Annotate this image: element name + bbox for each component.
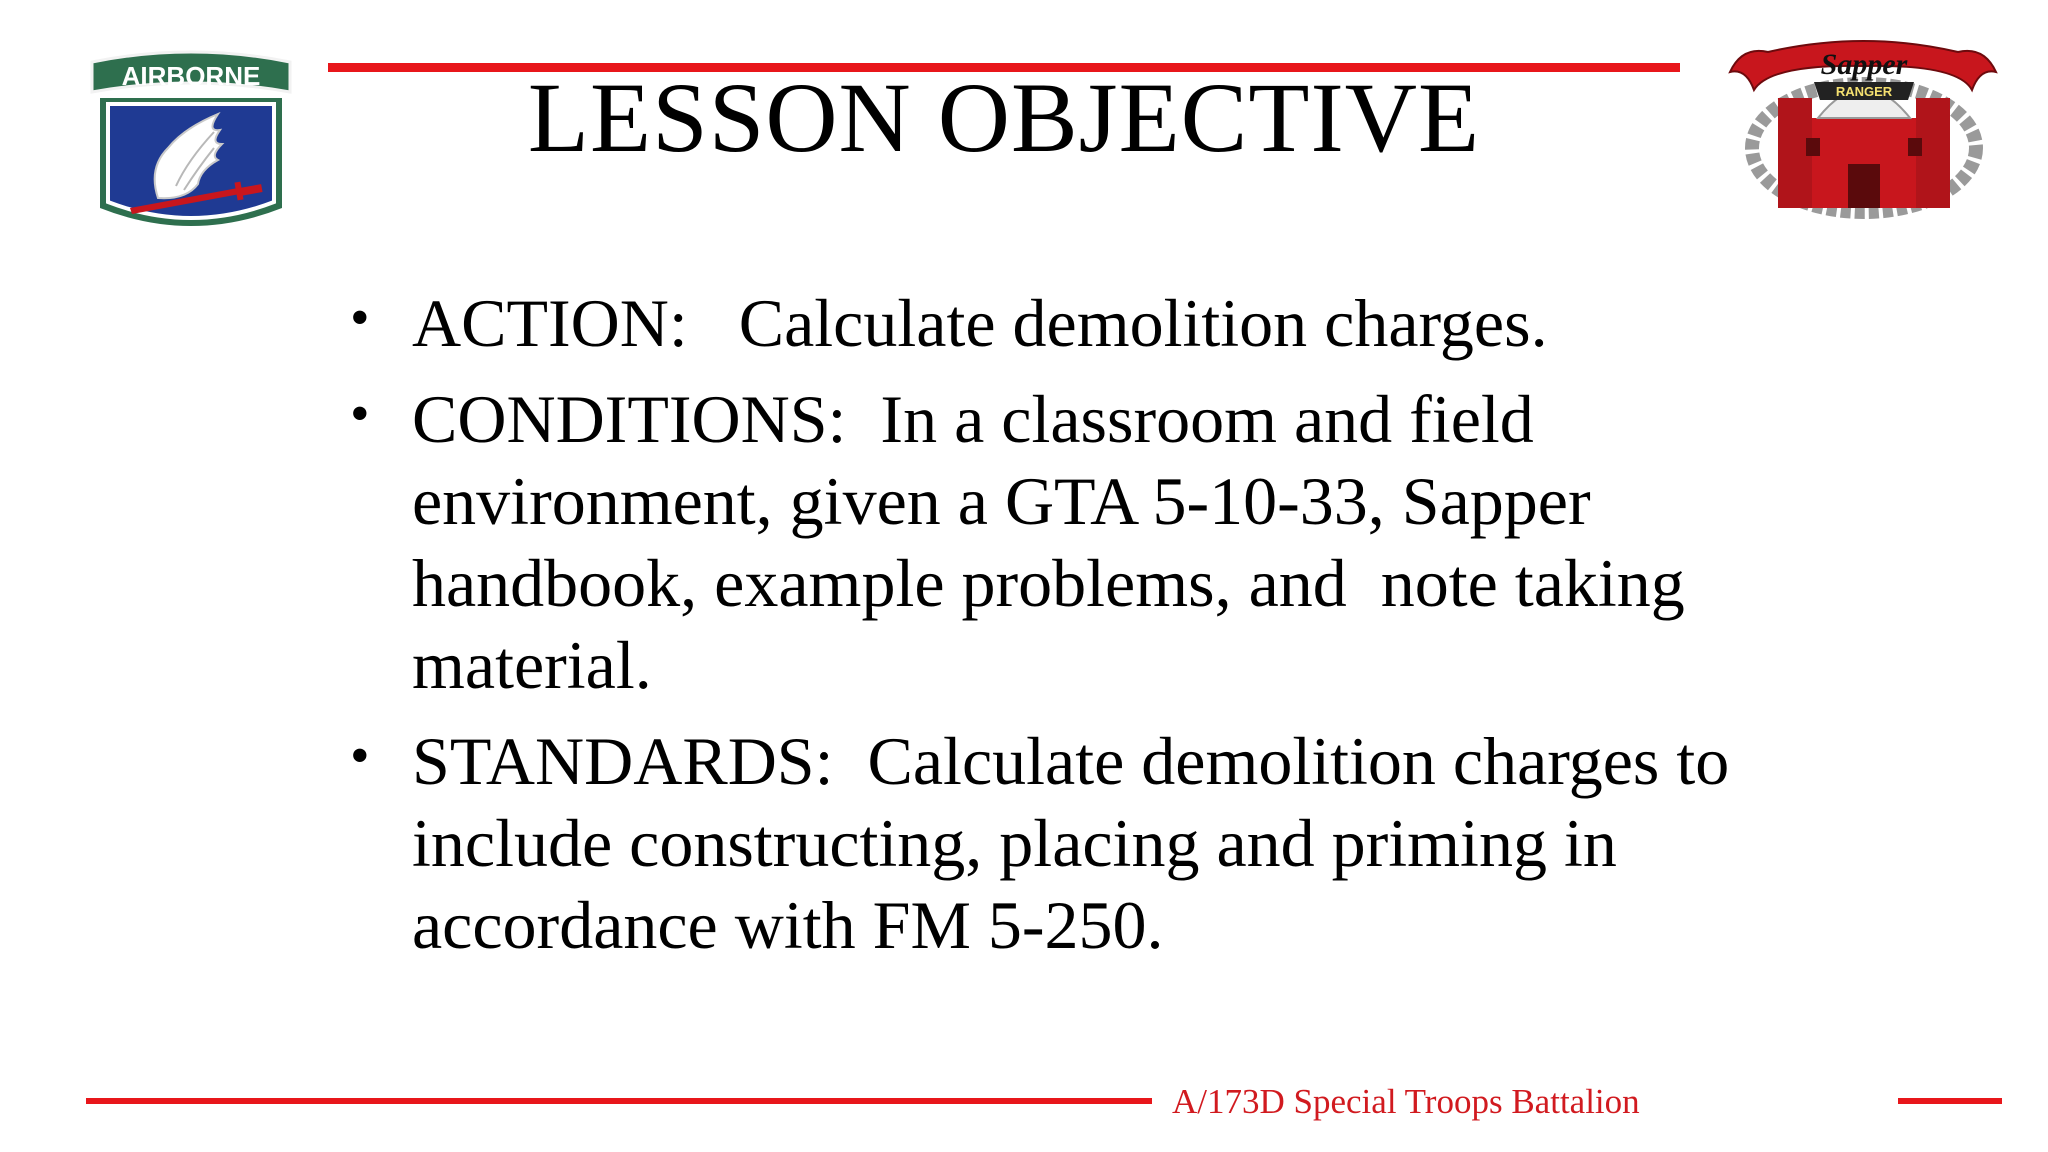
- bullet-standards: [340, 720, 1780, 966]
- footer-rule-right: [1898, 1098, 2002, 1104]
- sapper-ranger-logo: [1722, 38, 2004, 224]
- slide-title: LESSON OBJECTIVE: [527, 62, 1481, 173]
- bullet-action: [340, 282, 1780, 364]
- bullet-text: STANDARDS: Calculate demolition charges to include constructing, placing and priming in accordance with FM 5-250.: [412, 723, 1747, 963]
- bullet-conditions: [340, 378, 1780, 706]
- sapper-banner-text: Sapper: [1820, 48, 1908, 81]
- objective-list: [340, 282, 1780, 980]
- bullet-icon: •: [350, 725, 370, 787]
- bullet-text: ACTION: Calculate demolition charges.: [412, 285, 1548, 361]
- airborne-patch-logo: [88, 48, 294, 242]
- footer-unit-name: A/173D Special Troops Battalion: [1172, 1082, 1640, 1121]
- ranger-scroll-text: RANGER: [1835, 84, 1893, 99]
- bullet-text: CONDITIONS: In a classroom and field environment, given a GTA 5-10-33, Sapper handbook, example problems, and note taking material.: [412, 381, 1702, 703]
- bullet-icon: •: [350, 287, 370, 349]
- bullet-icon: •: [350, 383, 370, 445]
- footer-rule-left: [86, 1098, 1152, 1104]
- airborne-tab-text: AIRBORNE: [121, 61, 261, 91]
